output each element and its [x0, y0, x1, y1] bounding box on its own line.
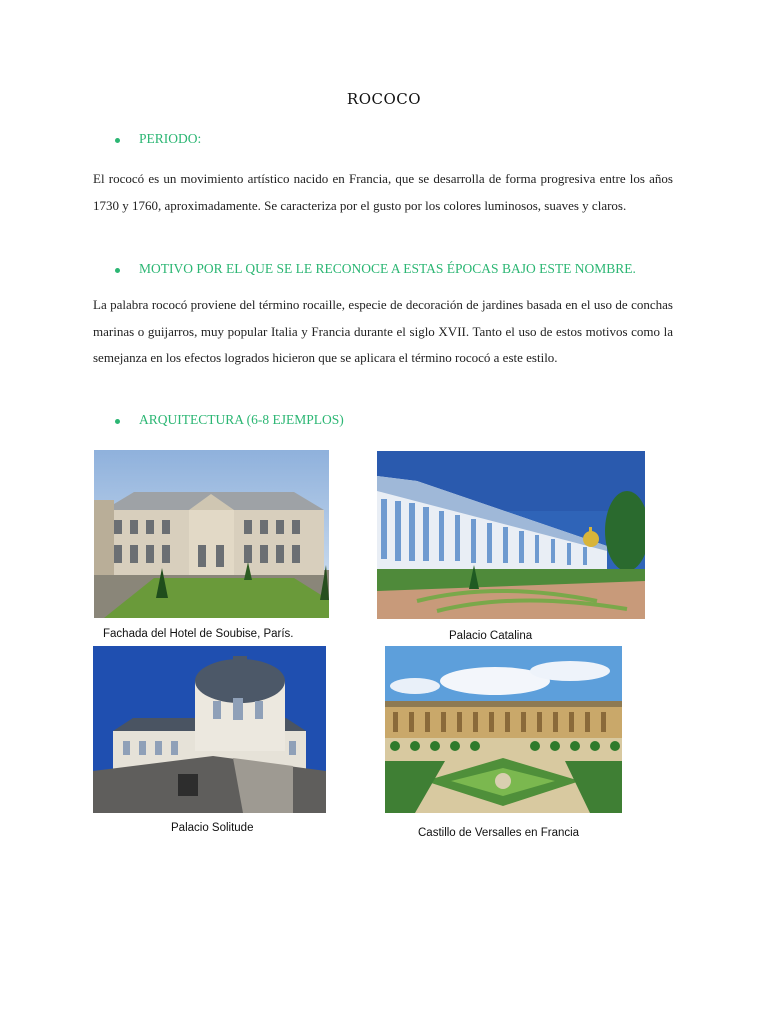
bullet-icon [115, 268, 120, 273]
paragraph-periodo: El rococó es un movimiento artístico nacido en Francia, que se desarrolla de forma progresiva entre los años 1730 y 1760, aproximadamente. Se caracteriza por el gusto por los colores luminosos, suaves y claros. [93, 171, 673, 213]
bullet-icon [115, 138, 120, 143]
heading-motivo: MOTIVO POR EL QUE SE LE RECONOCE A ESTAS ÉPOCAS BAJO ESTE NOMBRE. [117, 261, 614, 277]
caption-palacio-catalina: Palacio Catalina [449, 630, 533, 642]
caption-palacio-solitude: Palacio Solitude [171, 822, 254, 834]
bullet-icon [115, 419, 120, 424]
photo-palacio-solitude [93, 646, 326, 813]
document-title: ROCOCO [346, 90, 422, 108]
caption-hotel-soubise: Fachada del Hotel de Soubise, París. [103, 628, 294, 640]
caption-versalles: Castillo de Versalles en Francia [418, 827, 580, 839]
photo-hotel-soubise [94, 450, 329, 618]
photo-versalles [385, 646, 622, 813]
heading-arquitectura: ARQUITECTURA (6-8 EJEMPLOS) [117, 412, 322, 428]
paragraph-motivo: La palabra rococó proviene del término rocaille, especie de decoración de jardines basada en el uso de conchas marinas o guijarros, muy popular Italia y Francia durante el siglo XVII. Tanto el uso de estos motivos como la semejanza en los efectos logrados hicieron que se aplicara el término rococó a este estilo. [93, 297, 673, 365]
heading-periodo: PERIODO: [117, 131, 179, 147]
photo-palacio-catalina [377, 451, 645, 619]
